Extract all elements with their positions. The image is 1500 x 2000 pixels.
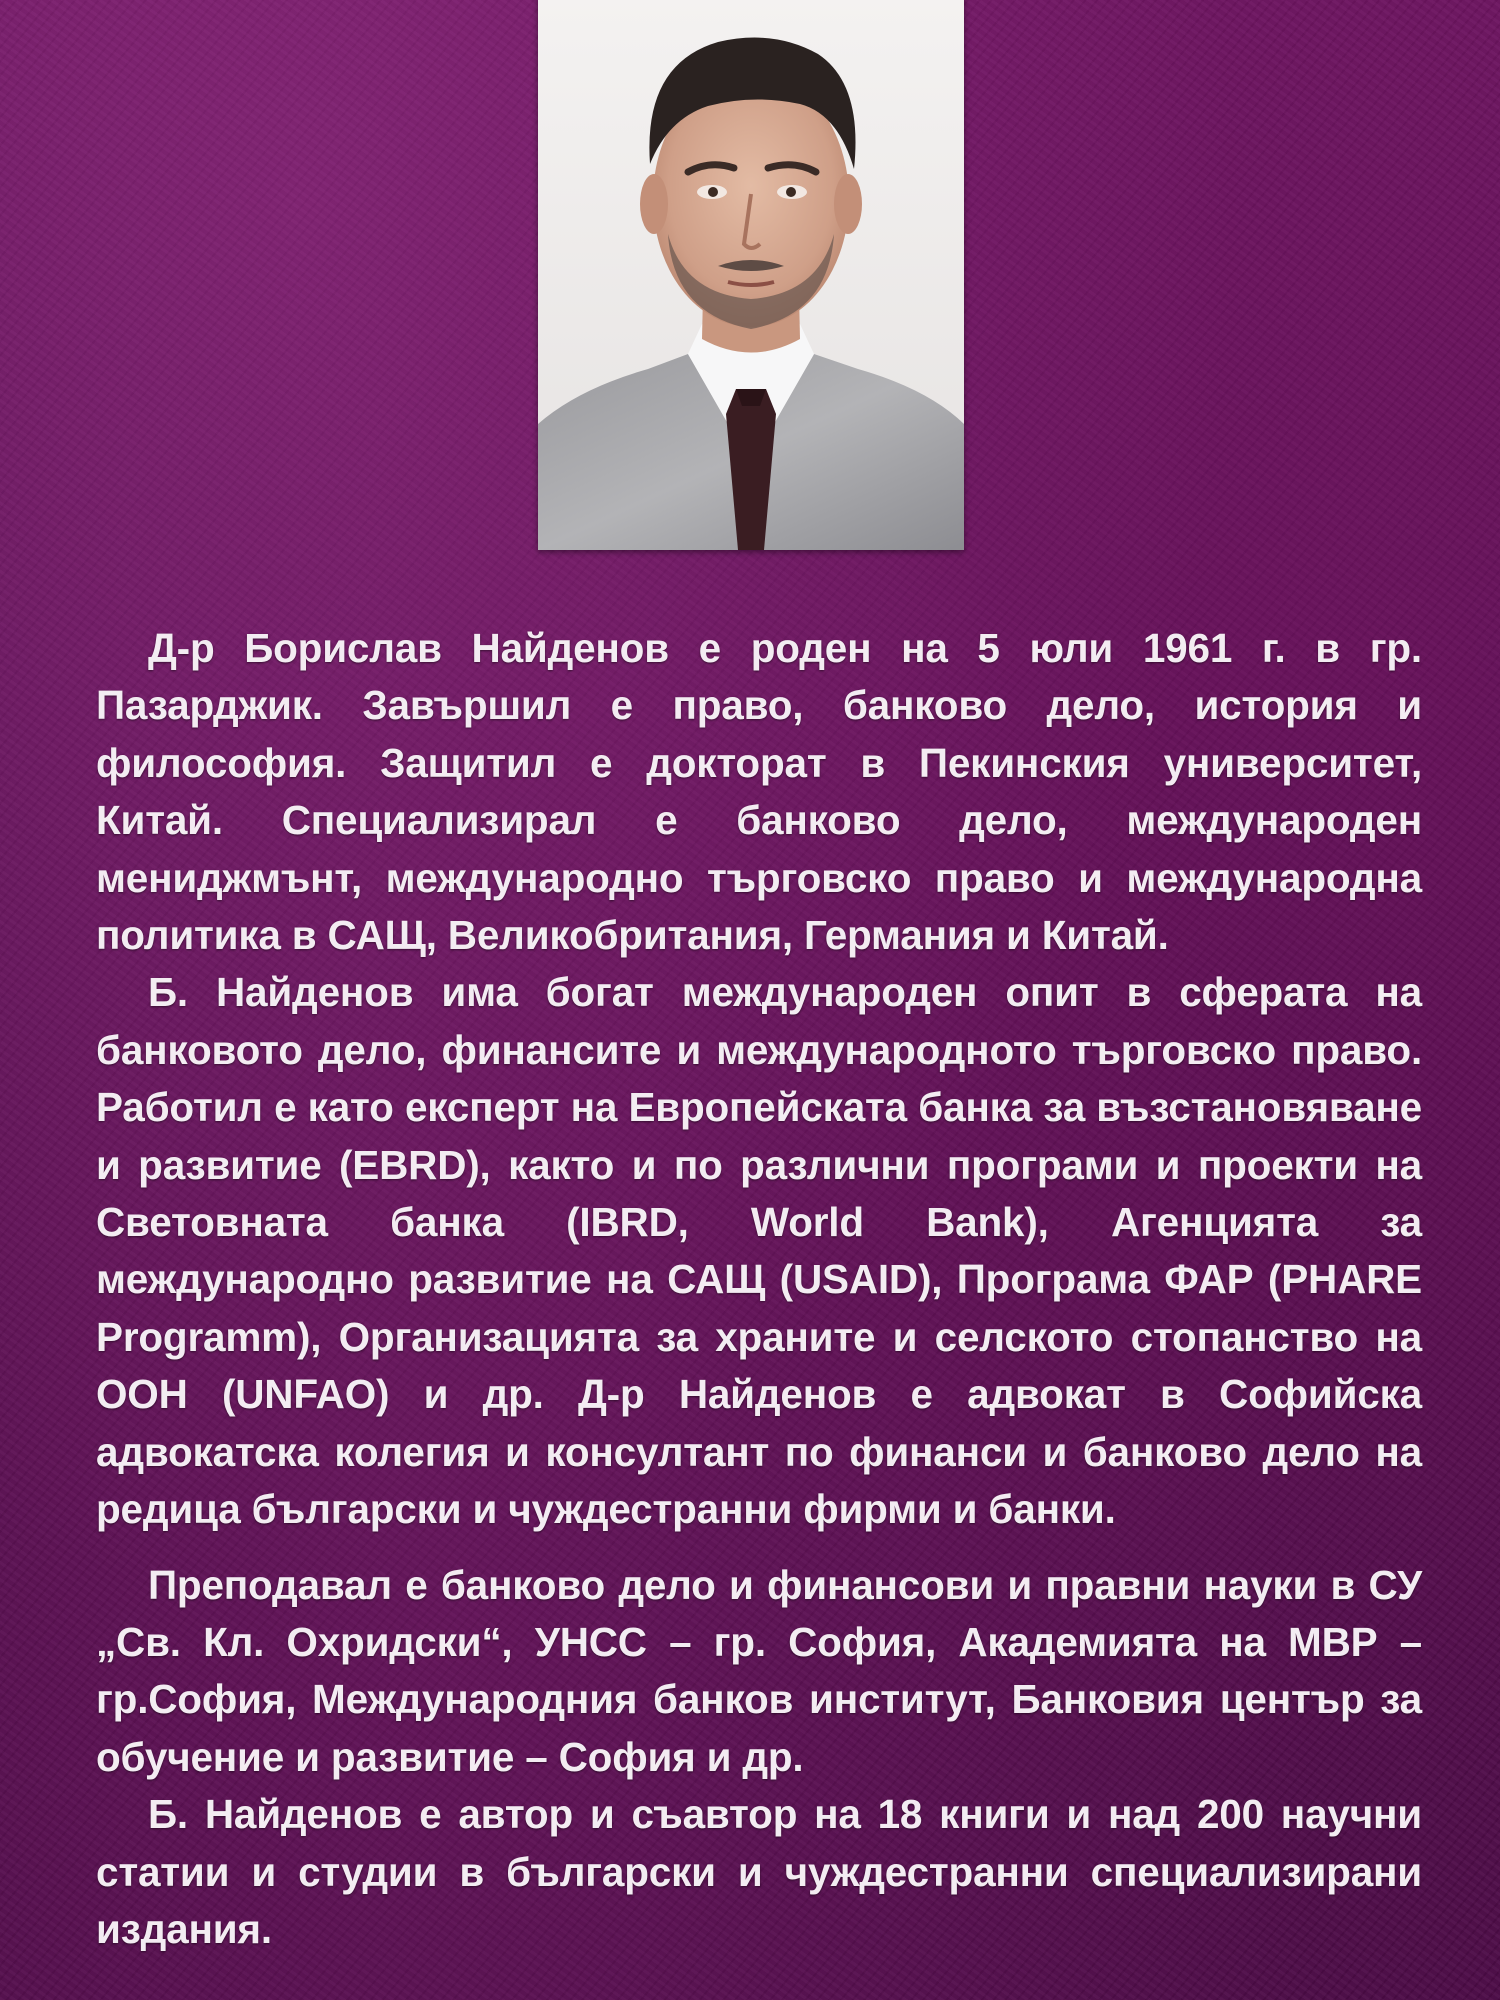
bio-paragraph: Д-р Борислав Найденов е роден на 5 юли 1961 г. в гр. Пазарджик. Завършил е право, банково дело, история и философия. Защитил е докторат в Пекинския университет, Китай. Специализирал е банково дело, международен мениджмънт, международно търговско право и международна политика в САЩ, Великобритания, Германия и Китай. (96, 625, 1422, 959)
bio-paragraph: Б. Найденов е автор и съавтор на 18 книги и над 200 научни статии и студии в български и чуждестранни специализирани издания. (96, 1791, 1422, 1952)
author-portrait (538, 0, 964, 550)
author-portrait-image (538, 0, 964, 550)
bio-paragraph: Б. Найденов има богат международен опит в сферата на банковото дело, финансите и международното търговско право. Работил е като експерт на Европейската банка за възстановяване и развитие (EBRD), както и по различни програми и проекти на Световната банка (IBRD, World Bank), Агенцията за международно развитие на САЩ (USAID), Програма ФАР (PHARE Programm), Организацията за храните и селското стопанство на ООН (UNFAO) и др. Д-р Найденов е адвокат в Софийска адвокатска колегия и консултант по финанси и банково дело на редица български и чуждестранни фирми и банки. (96, 969, 1422, 1533)
author-biography (96, 620, 1422, 1958)
bio-paragraph: Преподавал е банково дело и финансови и правни науки в СУ „Св. Кл. Охридски“, УНСС – гр. София, Академията на МВР – гр.София, Международния банков институт, Банковия център за обучение и развитие – София и др. (96, 1561, 1422, 1780)
